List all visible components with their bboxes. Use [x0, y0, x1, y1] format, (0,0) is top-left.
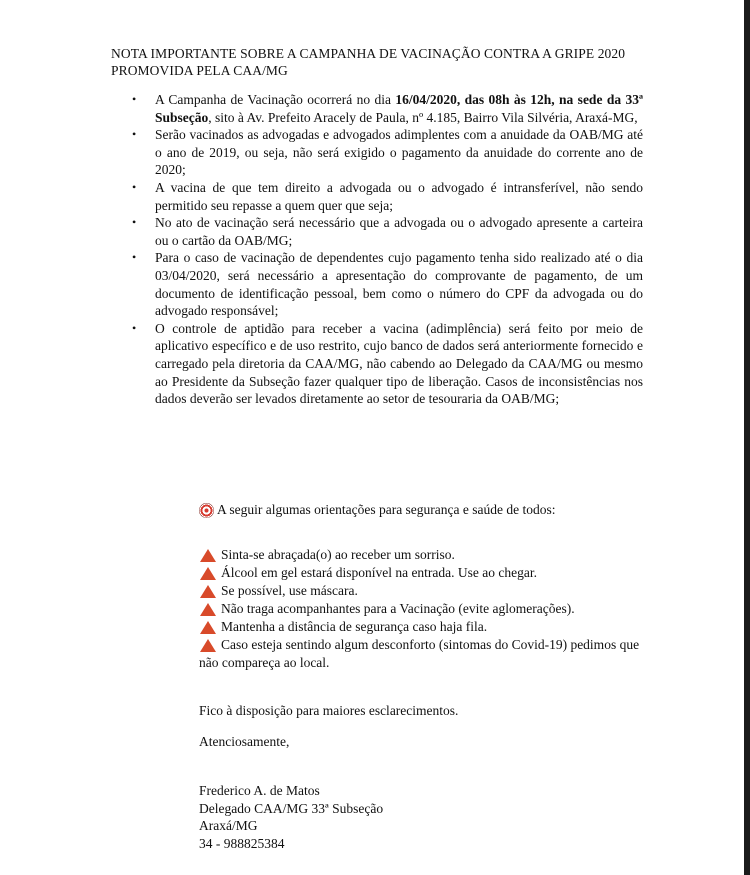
bullet-icon: • — [132, 320, 137, 335]
bullet-text: Para o caso de vacinação de dependentes cujo pagamento tenha sido realizado até o dia 03/04/2020, será necessário a apresentação do comprovante de pagamento, de um documento de identificação pessoal, bem como o número do CPF da advogada ou do advogado responsável; — [155, 250, 643, 319]
title-line-2: PROMOVIDA PELA CAA/MG — [111, 63, 288, 78]
bullet-text: Serão vacinados as advogadas e advogados adimplentes com a anuidade da OAB/MG até o ano de 2019, ou seja, não será exigido o pagamento da anuidade do corrente ano de 2020; — [155, 127, 643, 178]
tip-item — [199, 564, 649, 582]
list-item — [120, 91, 643, 126]
target-icon — [199, 503, 214, 518]
tip-item — [199, 600, 649, 618]
warning-icon — [200, 603, 216, 616]
tip-text: Mantenha a distância de segurança caso haja fila. — [221, 619, 488, 634]
signature-name: Frederico A. de Matos — [199, 783, 320, 798]
tip-text: Não traga acompanhantes para a Vacinação (evite aglomerações). — [221, 601, 575, 616]
title-line-1: NOTA IMPORTANTE SOBRE A CAMPANHA DE VACINAÇÃO CONTRA A GRIPE 2020 — [111, 46, 626, 61]
document-title — [111, 45, 643, 79]
bullet-text: O controle de aptidão para receber a vacina (adimplência) será feito por meio de aplicativo específico e de uso restrito, cujo banco de dados será anteriormente fornecido e carregado pela diretoria da CAA/MG, não cabendo ao Delegado da CAA/MG ou mesmo ao Presidente da Subseção fazer qualquer tipo de liberação. Casos de inconsistências nos dados deverão ser levados diretamente ao setor de tesouraria da OAB/MG; — [155, 320, 643, 407]
bullet-icon: • — [132, 179, 137, 194]
bullet-text-pre: A Campanha de Vacinação ocorrerá no dia — [155, 92, 396, 107]
list-item — [120, 126, 643, 179]
warning-icon — [200, 639, 216, 652]
list-item — [120, 179, 643, 214]
signature-role: Delegado CAA/MG 33ª Subseção — [199, 800, 384, 816]
rules-list — [120, 91, 643, 408]
tip-item — [199, 636, 649, 672]
signature-city: Araxá/MG — [199, 818, 258, 833]
tip-text: Sinta-se abraçada(o) ao receber um sorriso. — [221, 547, 455, 562]
tip-text: Álcool em gel estará disponível na entrada. Use ao chegar. — [221, 565, 538, 580]
bullet-text-post: , sito à Av. Prefeito Aracely de Paula, nº 4.185, Bairro Vila Silvéria, Araxá-MG, — [208, 109, 638, 125]
bullet-icon: • — [132, 92, 137, 106]
closing-block — [199, 702, 649, 852]
tip-text: Caso esteja sentindo algum desconforto (sintomas do Covid-19) pedimos que não compareça ao local. — [199, 637, 640, 670]
tips-intro-text: A seguir algumas orientações para segurança e saúde de todos: — [217, 502, 556, 517]
tip-item — [199, 618, 649, 636]
bullet-text-bold: 16/04/2020, das 08h às 12h, na sede da 33ª Subseção — [155, 92, 644, 125]
list-item — [120, 320, 643, 408]
warning-icon — [200, 585, 216, 598]
closing-thanks: Fico à disposição para maiores esclarecimentos. — [199, 703, 459, 718]
warning-icon — [200, 567, 216, 580]
tip-text: Se possível, use máscara. — [221, 583, 358, 598]
page-edge-shadow — [744, 0, 750, 875]
warning-icon — [200, 549, 216, 562]
closing-regards: Atenciosamente, — [199, 733, 290, 749]
list-item — [120, 214, 643, 249]
bullet-icon: • — [132, 127, 137, 142]
warning-icon — [200, 621, 216, 634]
tip-item — [199, 582, 649, 600]
tip-item — [199, 546, 649, 564]
bullet-text: No ato de vacinação será necessário que a advogada ou o advogado apresente a carteira ou o cartão da OAB/MG; — [155, 215, 643, 248]
safety-tips — [199, 501, 649, 672]
bullet-icon: • — [132, 250, 137, 265]
signature-phone: 34 - 988825384 — [199, 835, 285, 851]
bullet-text: A vacina de que tem direito a advogada ou o advogado é intransferível, não sendo permitido seu repasse a quem quer que seja; — [155, 179, 643, 213]
list-item — [120, 249, 643, 319]
tips-intro — [199, 501, 649, 519]
bullet-icon: • — [132, 215, 137, 230]
